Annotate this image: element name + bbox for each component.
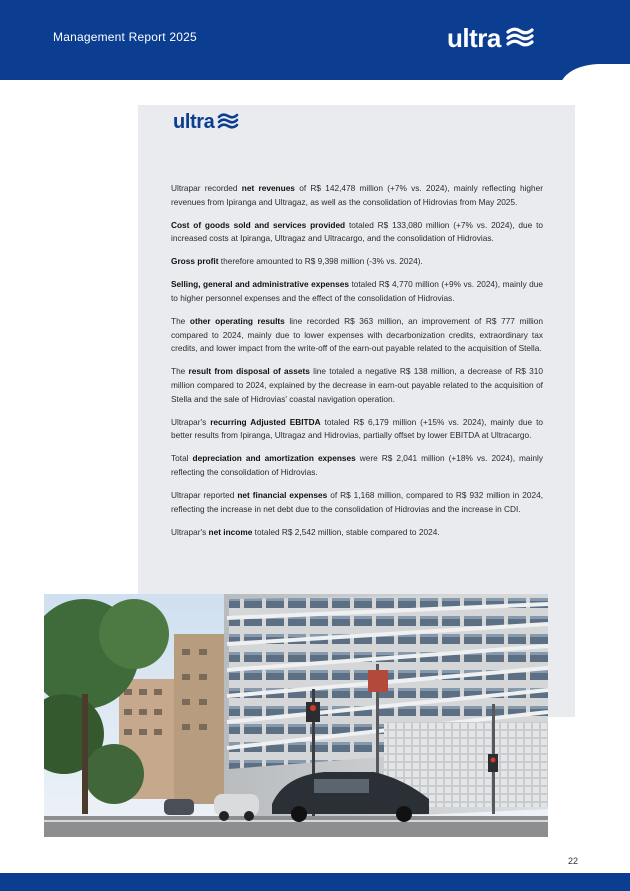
street-scene-illustration	[44, 594, 548, 837]
ultra-wave-icon	[217, 112, 239, 132]
building-street-photo	[44, 594, 548, 837]
paragraph: Total depreciation and amortization expenses were R$ 2,041 million (+18% vs. 2024), mainly reflecting the consolidation of Hidrovias.	[171, 453, 543, 477]
header-logo-text: ultra	[447, 23, 501, 53]
paragraph: Selling, general and administrative expenses totaled R$ 4,770 million (+9% vs. 2024), mainly due to higher personnel expenses and the effect of the consolidation of Hidrovias.	[171, 279, 543, 304]
paragraph: Gross profit therefore amounted to R$ 9,398 million (-3% vs. 2024).	[171, 256, 423, 267]
paragraph: Ultrapar's recurring Adjusted EBITDA totaled R$ 6,179 million (+15% vs. 2024), mainly due to better results from Ipiranga, Ultragaz and Hidrovias, partially offset by lower EBITDA at Ultracargo.	[171, 416, 543, 441]
header-logo	[447, 25, 535, 51]
page-number: 22	[567, 856, 578, 866]
paragraph: The result from disposal of assets line totaled a negative R$ 138 million, a decrease of R$ 310 million compared to 2024, explained by the decrease in earn-out payable related to the acquisition of Stella and the sale of Hidrovias' coastal navigation operation.	[171, 366, 543, 404]
page-header	[0, 0, 630, 80]
paragraph: Ultrapar reported net financial expenses of R$ 1,168 million, compared to R$ 932 million in 2024, reflecting the increase in net debt due to the consolidation of Hidrovias and the increase in CDI.	[171, 490, 543, 514]
paragraph: The other operating results line recorded R$ 363 million, an improvement of R$ 777 million compared to 2024, mainly due to lower expenses with decarbonization credits, extraordinary tax credits, and lower impact from the write-off of the earn-out payable related to the acquisition of Stella.	[171, 316, 544, 354]
paragraph: Ultrapar's net income totaled R$ 2,542 million, stable compared to 2024.	[171, 526, 440, 537]
report-title: Management Report 2025	[53, 30, 197, 44]
header-notch	[560, 64, 630, 88]
paragraph: Cost of goods sold and services provided totaled R$ 133,080 million (+7% vs. 2024), due to increased costs at Ipiranga, Ultragaz and Ultracargo, and the consolidation of Hidrovias.	[171, 219, 543, 244]
report-text	[171, 182, 543, 549]
panel-logo-text: ultra	[173, 111, 215, 133]
ultra-wave-icon	[505, 25, 535, 51]
page-footer-band	[0, 873, 630, 891]
panel-logo	[173, 112, 239, 132]
paragraph: Ultrapar recorded net revenues of R$ 142,478 million (+7% vs. 2024), mainly reflecting higher revenues from Ipiranga and Ultragaz, as well as the consolidation of Hidrovias from May 2025.	[171, 183, 544, 207]
